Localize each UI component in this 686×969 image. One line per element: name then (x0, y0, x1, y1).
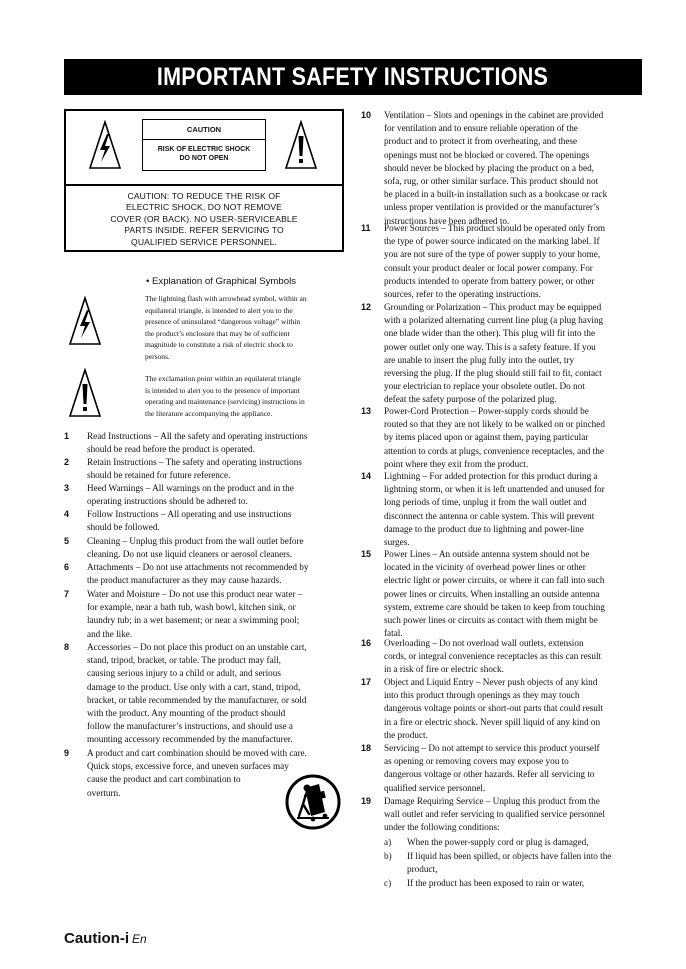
text-line: bracket, or table recommended by the manufacturer, or sold (87, 694, 307, 705)
item-text (384, 676, 643, 742)
text-line: Follow Instructions – All operating and use instructions (87, 509, 292, 519)
text-line: by items placed upon or against them, paying particular (384, 432, 589, 443)
text-line: Power Lines – An outside antenna system should not be (384, 549, 590, 559)
warning-line: PARTS INSIDE. REFER SERVICING TO (124, 225, 284, 236)
item-text (384, 301, 643, 407)
text-line: operating and maintenance (servicing) instructions in (145, 397, 305, 407)
text-line: mounting accessory recommended by the manufacturer. (87, 734, 293, 745)
text-line: If liquid has been spilled, or objects have fallen into the (407, 851, 612, 861)
caution-label: CAUTION (143, 120, 265, 140)
text-line: Servicing – Do not attempt to service this product yourself (384, 743, 600, 753)
text-line: equilateral triangle, is intended to alert you to the (145, 305, 293, 315)
text-line: laundry tub; in a wet basement; or near a swimming pool; (87, 615, 300, 626)
text-line: your electrician to replace your obsolete outlet. Do not (384, 381, 585, 392)
item-text (384, 109, 643, 228)
sub-item-letter: c) (384, 878, 392, 888)
caution-label-box (142, 119, 266, 171)
item-number: 5 (64, 536, 70, 546)
text-line: Water and Moisture – Do not use this product near water – (87, 589, 303, 599)
text-line: Power-Cord Protection – Power-supply cords should be (384, 406, 589, 416)
text-line: fatal. (384, 628, 403, 639)
item-number: 13 (361, 406, 372, 416)
text-line: Cleaning – Unplug this product from the wall outlet before (87, 536, 304, 546)
item-text (87, 456, 348, 482)
text-line: Overloading – Do not overload wall outlets, extension (384, 638, 584, 648)
text-line: are unable to insert the plug fully into the outlet, try (384, 354, 575, 365)
text-line: defeat the safety purpose of the polarized plug. (384, 394, 557, 405)
text-line: for ventilation and to ensure reliable operation of the (384, 123, 578, 134)
text-line: system, extreme care should be taken to keep from touching (384, 601, 605, 612)
text-line: should be followed. (87, 522, 160, 533)
warning-line: ELECTRIC SHOCK, DO NOT REMOVE (125, 202, 283, 213)
text-line: such power lines or circuits as contact with them might be (384, 615, 598, 626)
text-line: operating instructions should be adhered to. (87, 496, 248, 507)
item-number: 19 (361, 796, 372, 806)
text-line: reversing the plug. If the plug should still fail to fit, contact (384, 368, 602, 379)
item-number: 4 (64, 509, 70, 519)
item-number: 6 (64, 562, 70, 572)
text-line: as opening or removing covers may expose you to (384, 756, 569, 767)
page-title-text: IMPORTANT SAFETY INSTRUCTIONS (157, 63, 549, 91)
caution-box-top (66, 111, 342, 184)
text-line: Power Sources – This product should be operated only from (384, 223, 606, 233)
risk-line-1: RISK OF ELECTRIC SHOCK (157, 146, 251, 153)
lightning-explanation (145, 293, 345, 363)
text-line: sofa, rug, or other similar surface. This product should not (384, 176, 599, 187)
text-line: located in the vicinity of overhead power lines or other (384, 562, 586, 573)
text-line: should be retained for future reference. (87, 470, 231, 481)
item-number: 10 (361, 110, 372, 120)
text-line: disconnect the antenna or cable system. This will prevent (384, 510, 595, 521)
item-number: 7 (64, 589, 70, 599)
risk-line-2: DO NOT OPEN (179, 155, 229, 162)
text-line: product and to protect it from overheating, and these (384, 136, 578, 147)
item-number: 3 (64, 483, 70, 493)
text-line: Quick stops, excessive force, and uneven surfaces may (87, 761, 289, 772)
lightning-bolt-icon (88, 120, 122, 170)
item-number: 17 (361, 677, 372, 687)
item-number: 12 (361, 302, 372, 312)
text-line: under the following conditions: (384, 822, 500, 833)
text-line: for example, near a bath tub, wash bowl, kitchen sink, or (87, 602, 296, 613)
symbols-heading: • Explanation of Graphical Symbols (146, 276, 297, 287)
text-line: lightning storm, or when it is left unattended and unused for (384, 484, 605, 495)
text-line: the type of power source indicated on the marking label. If (384, 236, 600, 247)
text-line: Heed Warnings – All warnings on the product and in the (87, 483, 294, 493)
text-line: openings must not be blocked or covered. The openings (384, 149, 590, 160)
item-text (87, 535, 348, 561)
text-line: products intended to operate from battery power, or other (384, 275, 595, 286)
warning-line: CAUTION: TO REDUCE THE RISK OF (127, 191, 281, 201)
text-line: is intended to alert you to the presence of important (145, 385, 300, 395)
text-line: be placed in a built-in installation such as a bookcase or rack (384, 189, 608, 200)
text-line: cords, or integral convenience receptacles as this can result (384, 651, 602, 662)
text-line: Read Instructions – All the safety and operating instructions (87, 431, 308, 441)
text-line: the product manufacturer as they may cause hazards. (87, 575, 282, 586)
item-text (87, 430, 348, 456)
text-line: When the power-supply cord or plug is damaged, (407, 837, 589, 847)
item-text (384, 742, 643, 795)
text-line: long periods of time, unplug it from the wall outlet and (384, 497, 587, 508)
page-label: Caution-i (64, 930, 129, 947)
text-line: power lines or circuits. When installing an outside antenna (384, 588, 600, 599)
text-line: Attachments – Do not use attachments not recommended by (87, 562, 309, 572)
text-line: wall outlet and refer servicing to qualified service personnel (384, 809, 605, 820)
sub-item-text (407, 836, 643, 849)
sub-item-letter: b) (384, 851, 392, 861)
text-line: Retain Instructions – The safety and operating instructions (87, 457, 302, 467)
item-text (384, 405, 643, 471)
text-line: damage to the product due to lightning and power-line (384, 523, 584, 534)
text-line: and the like. (87, 628, 133, 639)
text-line: sources, refer to the operating instructions. (384, 289, 541, 300)
text-line: power outlet only one way. This is a safety feature. If you (384, 341, 596, 352)
item-text (384, 470, 643, 549)
text-line: unless proper ventilation is provided or the manufacturer’s (384, 202, 600, 213)
text-line: should be read before the product is operated. (87, 444, 255, 455)
sub-item-text (407, 850, 643, 876)
lightning-bolt-icon (68, 296, 102, 346)
sub-item-letter: a) (384, 837, 392, 847)
text-line: with the product. Any mounting of the product should (87, 708, 286, 719)
page-title (64, 59, 642, 95)
text-line: stand, tripod, bracket, or table. The product may fall, (87, 655, 281, 666)
warning-line: QUALIFIED SERVICE PERSONNEL. (131, 236, 277, 247)
text-line: in a risk of fire or electric shock. (384, 664, 504, 675)
text-line: damage to the product. Use only with a cart, stand, tripod, (87, 681, 301, 692)
text-line: should never be blocked by placing the product on a bed, (384, 162, 594, 173)
text-line: Ventilation – Slots and openings in the cabinet are provided (384, 110, 604, 120)
item-number: 18 (361, 743, 372, 753)
exclamation-explanation (145, 373, 345, 419)
text-line: Accessories – Do not place this product on an unstable cart, (87, 642, 307, 652)
text-line: product, (407, 864, 438, 875)
item-text (87, 588, 348, 641)
text-line: surges. (384, 537, 410, 548)
text-line: The exclamation point within an equilateral triangle (145, 374, 301, 383)
text-line: The lightning flash with arrowhead symbol, within an (145, 294, 307, 303)
item-text (384, 795, 643, 835)
text-line: one blade wider than the other). This plug will fit into the (384, 328, 596, 339)
page-footer (64, 930, 147, 948)
text-line: If the product has been exposed to rain or water, (407, 878, 585, 888)
text-line: in a fire or electric shock. Never spill liquid of any kind on (384, 716, 601, 727)
text-line: cleaning. Do not use liquid cleaners or aerosol cleaners. (87, 549, 293, 560)
text-line: magnitude to constitute a risk of electric shock to (145, 340, 293, 350)
item-number: 15 (361, 549, 372, 559)
text-line: the literature accompanying the appliance. (145, 408, 273, 418)
warning-line: COVER (OR BACK). NO USER-SERVICEABLE (110, 213, 298, 224)
cart-warning-icon (285, 774, 341, 830)
caution-warning-text (66, 184, 342, 250)
text-line: Lightning – For added protection for this product during a (384, 471, 598, 481)
text-line: routed so that they are not likely to be walked on or pinched (384, 419, 605, 430)
text-line: the product’s enclosure that may be of sufficient (145, 328, 290, 338)
item-text (87, 641, 348, 747)
text-line: qualified service personnel. (384, 782, 486, 793)
text-line: causing serious injury to a child or adult, and serious (87, 668, 281, 679)
text-line: Grounding or Polarization – This product may be equipped (384, 302, 602, 312)
text-line: A product and cart combination should be moved with care. (87, 748, 307, 758)
text-line: consult your product dealer or local power company. For (384, 262, 593, 273)
item-number: 2 (64, 457, 70, 467)
item-number: 9 (64, 748, 70, 758)
text-line: the product. (384, 729, 428, 740)
text-line: follow the manufacturer’s instructions, and should use a (87, 721, 293, 732)
item-number: 8 (64, 642, 70, 652)
text-line: presence of uninsulated “dangerous voltage” within (145, 317, 301, 327)
sub-item-text (407, 877, 643, 890)
caution-box (64, 109, 344, 252)
text-line: persons. (145, 351, 170, 361)
exclamation-icon (68, 368, 102, 418)
text-line: attention to cords at plugs, convenience receptacles, and the (384, 445, 604, 456)
text-line: instructions have been adhered to. (384, 215, 510, 226)
item-text (384, 222, 643, 301)
text-line: with a polarized alternating current line plug (a plug having (384, 315, 604, 326)
item-number: 11 (361, 223, 371, 233)
text-line: you are not sure of the type of power supply to your home, (384, 249, 601, 260)
text-line: electric light or power circuits, or where it can fall into such (384, 575, 605, 586)
text-line: overturn. (87, 787, 121, 798)
text-line: dangerous voltage or other hazards. Refer all servicing to (384, 769, 595, 780)
item-text (87, 482, 348, 508)
item-text (384, 548, 643, 640)
item-number: 1 (64, 431, 70, 441)
language-code: En (132, 932, 147, 946)
item-text (87, 508, 348, 534)
item-number: 16 (361, 638, 372, 648)
text-line: point where they exit from the product. (384, 458, 529, 469)
text-line: Damage Requiring Service – Unplug this product from the (384, 796, 600, 806)
text-line: dangerous voltage points or short-out parts that could result (384, 703, 603, 714)
text-line: cause the product and cart combination to (87, 774, 241, 785)
item-number: 14 (361, 471, 372, 481)
item-text (384, 637, 643, 677)
exclamation-icon (284, 120, 318, 170)
item-text (87, 561, 348, 587)
text-line: Object and Liquid Entry – Never push objects of any kind (384, 677, 598, 687)
text-line: into this product through openings as they may touch (384, 690, 580, 701)
